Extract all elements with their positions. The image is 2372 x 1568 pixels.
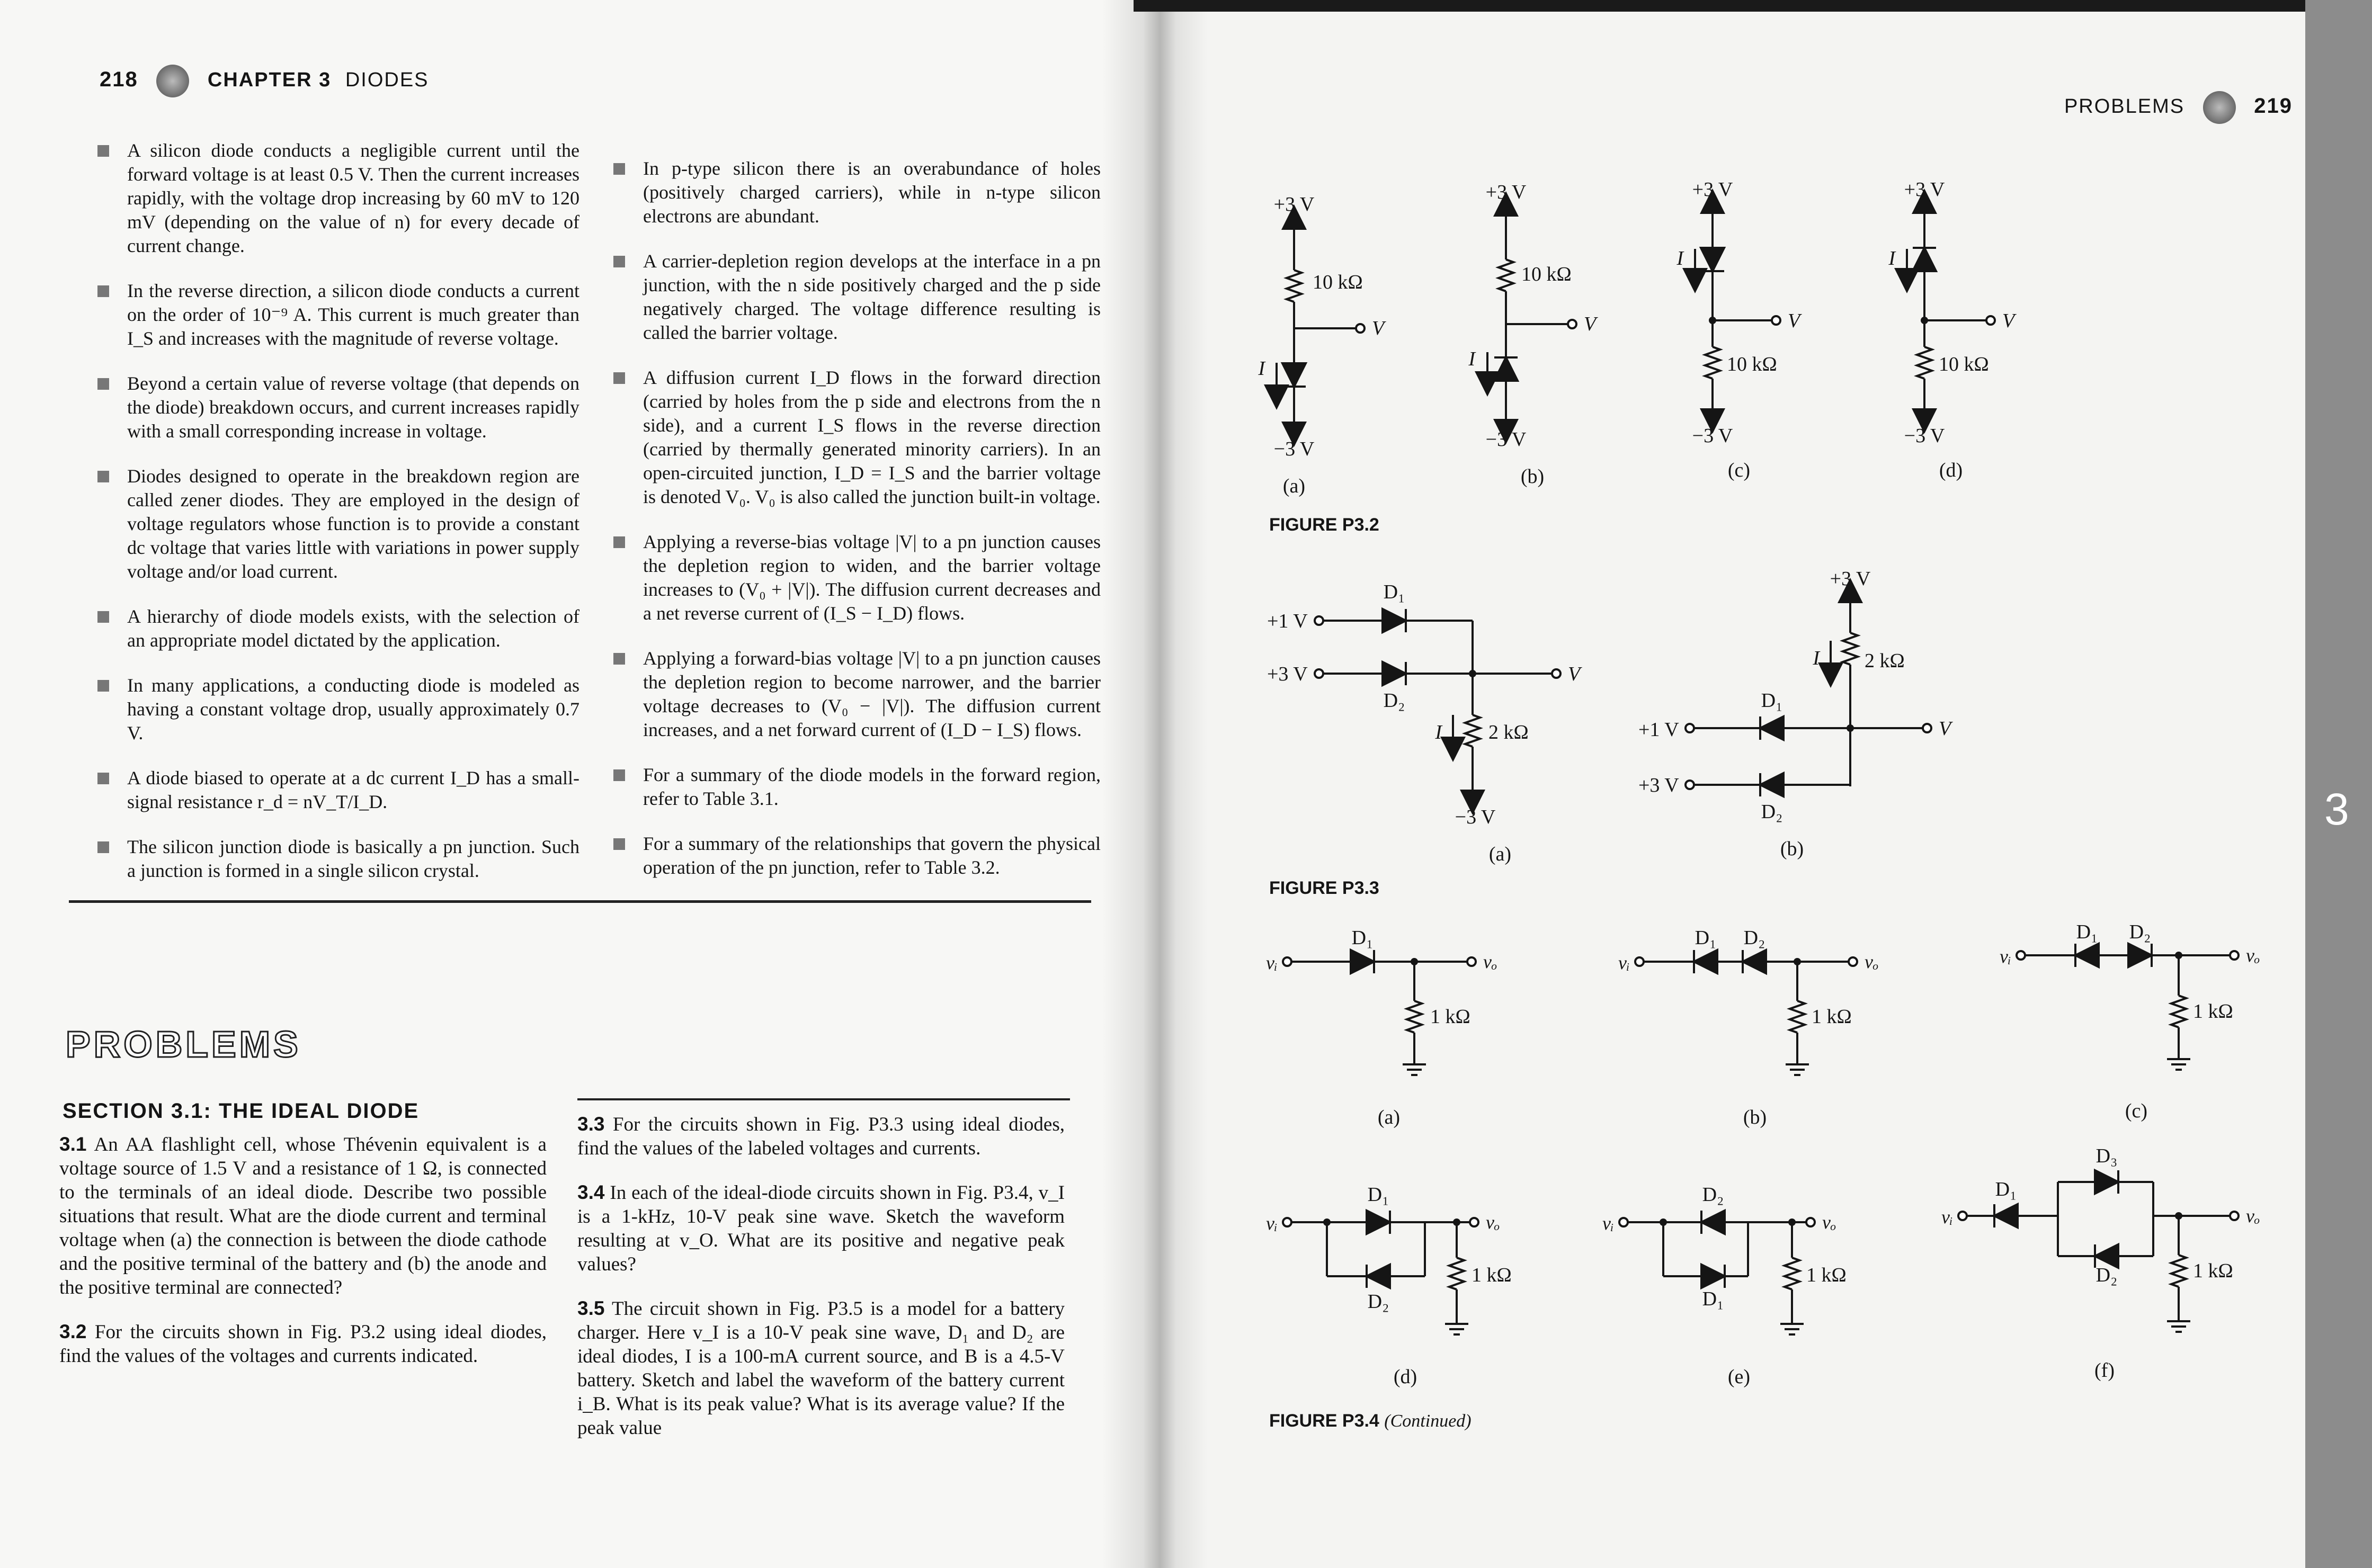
resistor-icon	[1407, 1001, 1422, 1033]
diode-icon	[2128, 944, 2152, 967]
summary-text: A carrier-depletion region develops at the interface in a pn junction, with the n side positively charged and the p side negatively charged. The voltage difference resulting is called the barrier voltage.	[643, 250, 1101, 343]
circuit-label: I	[1435, 721, 1442, 743]
summary-item	[97, 279, 579, 351]
circuit-label: vᵢ	[1266, 952, 1278, 973]
terminal-icon	[1568, 320, 1576, 328]
terminal-icon	[1686, 781, 1694, 789]
terminal-icon	[1923, 724, 1931, 732]
book-gutter-shadow	[1102, 0, 1208, 1568]
bullet-square-icon	[97, 680, 109, 692]
top-edge-shadow	[1134, 0, 2372, 12]
terminal-icon	[1356, 324, 1365, 333]
problems-column-2	[577, 1112, 1065, 1460]
caption-p3-4-continued: (Continued)	[1384, 1411, 1472, 1431]
circuit-label: I	[1258, 357, 1265, 380]
left-page	[0, 0, 1144, 1568]
terminal-icon	[1467, 957, 1476, 966]
problem-3-1	[59, 1132, 547, 1300]
circuit-label: 10 kΩ	[1313, 271, 1363, 293]
diode-icon	[2095, 1170, 2118, 1194]
summary-item	[97, 139, 579, 258]
resistor-icon	[1917, 347, 1932, 379]
bullet-square-icon	[97, 145, 109, 157]
summary-text: A diffusion current I_D flows in the forward direction (carried by holes from the p side and electrons from the n side), and a current I_S flows in the reverse direction (carried by thermally generated minority carriers). In an open-circuited junction, I_D = I_S and the barrier voltage is denoted V₀. V₀ is also called the junction built-in voltage.	[643, 367, 1101, 507]
circuit-label: (a)	[1282, 475, 1306, 497]
circuit-label: D₂	[2095, 1264, 2118, 1286]
summary-text: The silicon junction diode is basically a pn junction. Such a junction is formed in a single silicon crystal.	[127, 836, 579, 881]
diode-icon	[1351, 950, 1374, 973]
bullet-square-icon	[97, 285, 109, 297]
circuit-label: −3 V	[1485, 428, 1527, 451]
resistor-icon	[1287, 270, 1301, 302]
circuit-label: D₂	[1383, 689, 1405, 712]
circuit-label: D₁	[2076, 921, 2098, 943]
circuit-label: vₒ	[2246, 945, 2260, 966]
chapter-emblem-icon	[156, 65, 189, 97]
circuit-label: vᵢ	[1618, 952, 1630, 973]
bullet-square-icon	[613, 653, 625, 665]
diode-icon	[1701, 248, 1724, 271]
summary-text: Applying a forward-bias voltage |V| to a pn junction causes the depletion region to become narrower, and the barrier voltage decreases to (V₀ − |V|). The diffusion current increases, and a net forward current of (I_D − I_S) flows.	[643, 648, 1101, 740]
chapter-tab-number: 3	[2324, 784, 2349, 834]
circuit-label: I	[1677, 247, 1683, 270]
circuit-label: V	[1788, 310, 1800, 332]
resistor-icon	[1465, 715, 1480, 747]
summary-item	[613, 249, 1101, 345]
terminal-icon	[1772, 316, 1780, 325]
resistor-icon	[1785, 1258, 1799, 1289]
caption-p3-3: FIGURE P3.3	[1269, 878, 1379, 898]
circuit-label: (f)	[2094, 1359, 2115, 1382]
left-running-head	[100, 65, 429, 97]
chapter-label: CHAPTER 3	[207, 69, 332, 92]
circuit-label: +3 V	[1830, 568, 1871, 590]
terminal-icon	[2230, 951, 2239, 960]
diode-icon	[1913, 248, 1936, 271]
problem-3-5	[577, 1296, 1065, 1440]
circuit-label: (c)	[1727, 459, 1751, 481]
circuit-label: D₁	[1761, 689, 1783, 712]
circuit-label: (d)	[1939, 459, 1963, 481]
caption-p3-4-label: FIGURE P3.4	[1269, 1411, 1379, 1431]
summary-text: Diodes designed to operate in the breakdown region are called zener diodes. They are employed in the design of voltage regulators whose function is to provide a constant dc voltage that varies little with variations in power supply voltage and/or load current.	[127, 465, 579, 582]
circuit-label: I	[1813, 647, 1820, 669]
circuit-label: I	[1468, 348, 1475, 370]
circuit-label: (a)	[1377, 1106, 1401, 1128]
resistor-icon	[1705, 347, 1720, 379]
bullet-square-icon	[613, 163, 625, 175]
diode-icon	[1694, 950, 1717, 973]
circuit-label: V	[1939, 718, 1951, 740]
problem-text: For the circuits shown in Fig. P3.3 using ideal diodes, find the values of the labeled voltages and currents.	[577, 1114, 1065, 1159]
summary-text: Beyond a certain value of reverse voltage (that depends on the diode) breakdown occurs, and current increases rapidly with a small corresponding increase in voltage.	[127, 373, 579, 442]
summary-item	[613, 366, 1101, 509]
summary-item	[613, 832, 1101, 880]
circuit-label: D₂	[1743, 927, 1765, 949]
summary-text: A silicon diode conducts a negligible current until the forward voltage is at least 0.5 V. Then the current increases rapidly, with the voltage drop increasing by 60 mV to 120 mV (depending on the value of n) for every decade of current change.	[127, 140, 579, 256]
circuit-label: 1 kΩ	[1812, 1006, 1852, 1028]
summary-item	[613, 763, 1101, 811]
circuit-label: V	[1372, 317, 1385, 339]
resistor-icon	[2171, 1255, 2186, 1287]
bullet-square-icon	[97, 378, 109, 390]
summary-item	[97, 372, 579, 443]
summary-item	[97, 766, 579, 814]
circuit-label: vᵢ	[2000, 946, 2011, 967]
bullet-square-icon	[613, 769, 625, 781]
circuit-label: 1 kΩ	[1806, 1264, 1847, 1286]
terminal-icon	[1986, 316, 1995, 325]
circuit-label: (d)	[1393, 1366, 1417, 1388]
problem-number: 3.4	[577, 1181, 605, 1203]
diode-icon	[1383, 662, 1406, 685]
problem-text: An AA flashlight cell, whose Thévenin equivalent is a voltage source of 1.5 V and a resistance of 1 Ω, is connected to the terminals of an ideal diode. Describe two possible situations that result. What are the diode current and terminal voltage when (a) the connection is between the diode cathode and the positive terminal of the battery and (b) the anode and the positive terminal are connected?	[59, 1134, 547, 1298]
terminal-icon	[1315, 616, 1323, 625]
bullet-square-icon	[613, 536, 625, 548]
diode-icon	[1760, 716, 1784, 740]
circuit-label: +3 V	[1638, 774, 1679, 796]
circuit-label: (b)	[1780, 838, 1804, 860]
problem-3-2	[59, 1320, 547, 1368]
circuit-label: D₁	[1702, 1288, 1724, 1310]
summary-item	[97, 464, 579, 584]
summary-text: In the reverse direction, a silicon diode conducts a current on the order of 10⁻⁹ A. This current is much greater than I_S and increases with the magnitude of reverse voltage.	[127, 280, 579, 349]
problem-number: 3.5	[577, 1297, 605, 1319]
diode-icon	[1743, 950, 1766, 973]
circuit-label: −3 V	[1692, 425, 1733, 447]
circuit-label: D₃	[2095, 1145, 2118, 1167]
circuit-label: vᵢ	[1941, 1206, 1953, 1227]
terminal-icon	[1958, 1212, 1967, 1220]
circuit-label: vₒ	[1822, 1212, 1836, 1233]
circuit-label: −3 V	[1904, 425, 1945, 447]
circuit-label: vₒ	[1486, 1212, 1500, 1233]
problem-text: In each of the ideal-diode circuits shown in Fig. P3.4, v_I is a 1-kHz, 10-V peak sine wave. Sketch the waveform resulting at v_O. What are its positive and negative peak values?	[577, 1182, 1065, 1275]
circuit-label: (e)	[1727, 1366, 1751, 1388]
problem-number: 3.3	[577, 1113, 605, 1135]
problem-3-3	[577, 1112, 1065, 1160]
bullet-square-icon	[97, 773, 109, 784]
summary-column-1	[97, 139, 579, 904]
circuit-label: D₁	[1695, 927, 1717, 949]
circuit-label: vᵢ	[1602, 1213, 1614, 1234]
summary-text: A hierarchy of diode models exists, with the selection of an appropriate model dictated by the application.	[127, 606, 579, 651]
chapter-title: DIODES	[345, 69, 429, 92]
terminal-icon	[2017, 951, 2025, 960]
circuit-label: +3 V	[1904, 178, 1945, 201]
circuit-label: +3 V	[1273, 193, 1315, 216]
resistor-icon	[1499, 259, 1513, 291]
bullet-square-icon	[97, 841, 109, 853]
circuit-label: +3 V	[1267, 663, 1308, 685]
terminal-icon	[1315, 669, 1323, 678]
circuit-label: 2 kΩ	[1488, 721, 1529, 743]
summary-item	[613, 647, 1101, 742]
terminal-icon	[2230, 1212, 2239, 1220]
figures-svg	[1144, 0, 2372, 1568]
circuit-label: (b)	[1743, 1106, 1767, 1128]
summary-item	[97, 605, 579, 652]
circuit-label: D₁	[1383, 581, 1405, 603]
circuit-label: (c)	[2125, 1100, 2148, 1122]
diode-icon	[1494, 357, 1518, 381]
right-page	[1144, 0, 2372, 1568]
problem-text: The circuit shown in Fig. P3.5 is a model for a battery charger. Here v_I is a 10-V peak sine wave, D₁ and D₂ are ideal diodes, I is a 100-mA current source, and B is a 4.5-V battery. Sketch and label the waveform of the battery current i_B. What is its peak value? What is its average value? If the peak value	[577, 1298, 1065, 1439]
bullet-square-icon	[613, 256, 625, 267]
problem-number: 3.2	[59, 1321, 87, 1342]
circuit-label: 2 kΩ	[1865, 650, 1905, 672]
terminal-icon	[1635, 957, 1644, 966]
resistor-icon	[1843, 633, 1858, 665]
circuit-label: (a)	[1488, 843, 1512, 865]
circuit-label: D₁	[1351, 927, 1374, 949]
diode-icon	[2075, 944, 2099, 967]
circuit-label: vᵢ	[1266, 1213, 1278, 1234]
summary-item	[97, 835, 579, 883]
circuit-label: D₂	[2129, 921, 2151, 943]
circuit-label: +3 V	[1692, 178, 1733, 201]
right-page-number: 219	[2254, 94, 2293, 118]
circuit-label: V	[1568, 663, 1581, 685]
problem-text: For the circuits shown in Fig. P3.2 using ideal diodes, find the values of the voltages and currents indicated.	[59, 1321, 547, 1367]
diode-icon	[1367, 1265, 1390, 1288]
bullet-square-icon	[613, 372, 625, 384]
figure-drawings	[1258, 178, 2260, 1388]
summary-text: In many applications, a conducting diode is modeled as having a constant voltage drop, usually approximately 0.7 V.	[127, 675, 579, 743]
circuit-label: 10 kΩ	[1939, 353, 1989, 375]
circuit-label: +1 V	[1267, 610, 1308, 632]
problems-rule	[577, 1098, 1070, 1100]
circuit-label: vₒ	[2246, 1205, 2260, 1226]
circuit-label: vₒ	[1483, 951, 1497, 972]
summary-column-2	[613, 157, 1101, 901]
resistor-icon	[2171, 996, 2186, 1027]
circuit-label: 1 kΩ	[1472, 1264, 1512, 1286]
summary-text: For a summary of the relationships that govern the physical operation of the pn junction, refer to Table 3.2.	[643, 833, 1101, 878]
terminal-icon	[1849, 957, 1857, 966]
summary-item	[613, 530, 1101, 625]
terminal-icon	[1686, 724, 1694, 732]
caption-p3-2: FIGURE P3.2	[1269, 515, 1379, 535]
diode-icon	[1760, 773, 1784, 796]
problems-heading: PROBLEMS	[66, 1024, 301, 1065]
circuit-label: 1 kΩ	[2193, 1000, 2233, 1023]
circuit-label: vₒ	[1865, 951, 1879, 972]
circuit-label: D₂	[1702, 1184, 1724, 1206]
circuit-label: −3 V	[1455, 806, 1496, 828]
bullet-square-icon	[613, 838, 625, 850]
circuit-label: D₁	[1995, 1178, 2017, 1200]
circuit-label: 10 kΩ	[1727, 353, 1777, 375]
circuit-label: V	[2002, 310, 2015, 332]
circuit-label: +1 V	[1638, 719, 1679, 741]
problem-3-4	[577, 1180, 1065, 1276]
diode-icon	[1701, 1211, 1725, 1234]
circuit-label: D₁	[1367, 1184, 1389, 1206]
circuit-label: D₂	[1761, 801, 1783, 823]
resistor-icon	[1449, 1258, 1464, 1289]
terminal-icon	[1619, 1218, 1628, 1226]
problems-column-1	[59, 1132, 547, 1388]
caption-p3-4	[1269, 1411, 1472, 1431]
resistor-icon	[1790, 1001, 1805, 1033]
summary-item	[97, 674, 579, 745]
diode-icon	[1701, 1265, 1725, 1288]
circuit-label: 1 kΩ	[1430, 1006, 1470, 1028]
circuit-label: V	[1584, 313, 1597, 335]
summary-item	[613, 157, 1101, 228]
circuit-label: I	[1888, 247, 1895, 270]
left-page-number: 218	[100, 68, 138, 92]
circuit-label: −3 V	[1273, 438, 1315, 460]
terminal-icon	[1283, 1218, 1291, 1226]
circuit-label: 1 kΩ	[2193, 1260, 2233, 1282]
summary-text: Applying a reverse-bias voltage |V| to a pn junction causes the depletion region to widen, and the barrier voltage increases to (V₀ + |V|). The diffusion current decreases and a net reverse current of (I_S − I_D) flows.	[643, 531, 1101, 624]
circuit-label: D₂	[1367, 1291, 1389, 1313]
terminal-icon	[1470, 1218, 1478, 1226]
terminal-icon	[1283, 957, 1291, 966]
bullet-square-icon	[97, 471, 109, 482]
circuit-label: 10 kΩ	[1521, 263, 1572, 285]
summary-text: In p-type silicon there is an overabundance of holes (positively charged carriers), while in n-type silicon electrons are abundant.	[643, 158, 1101, 227]
circuit-label: +3 V	[1485, 181, 1527, 203]
bullet-square-icon	[97, 611, 109, 623]
summary-text: A diode biased to operate at a dc current I_D has a small-signal resistance r_d = nV_T/I_D.	[127, 767, 579, 812]
circuit-label: (b)	[1520, 465, 1545, 488]
terminal-icon	[1806, 1218, 1815, 1226]
diode-icon	[1383, 609, 1406, 632]
right-running-title: PROBLEMS	[2064, 95, 2185, 118]
diode-icon	[1367, 1211, 1390, 1234]
terminal-icon	[1552, 669, 1560, 678]
summary-text: For a summary of the diode models in the forward region, refer to Table 3.1.	[643, 764, 1101, 809]
section-heading: SECTION 3.1: THE IDEAL DIODE	[63, 1099, 420, 1123]
summary-divider	[69, 900, 1091, 903]
diode-icon	[1282, 363, 1306, 387]
diode-icon	[1994, 1204, 2018, 1227]
problem-number: 3.1	[59, 1133, 87, 1155]
